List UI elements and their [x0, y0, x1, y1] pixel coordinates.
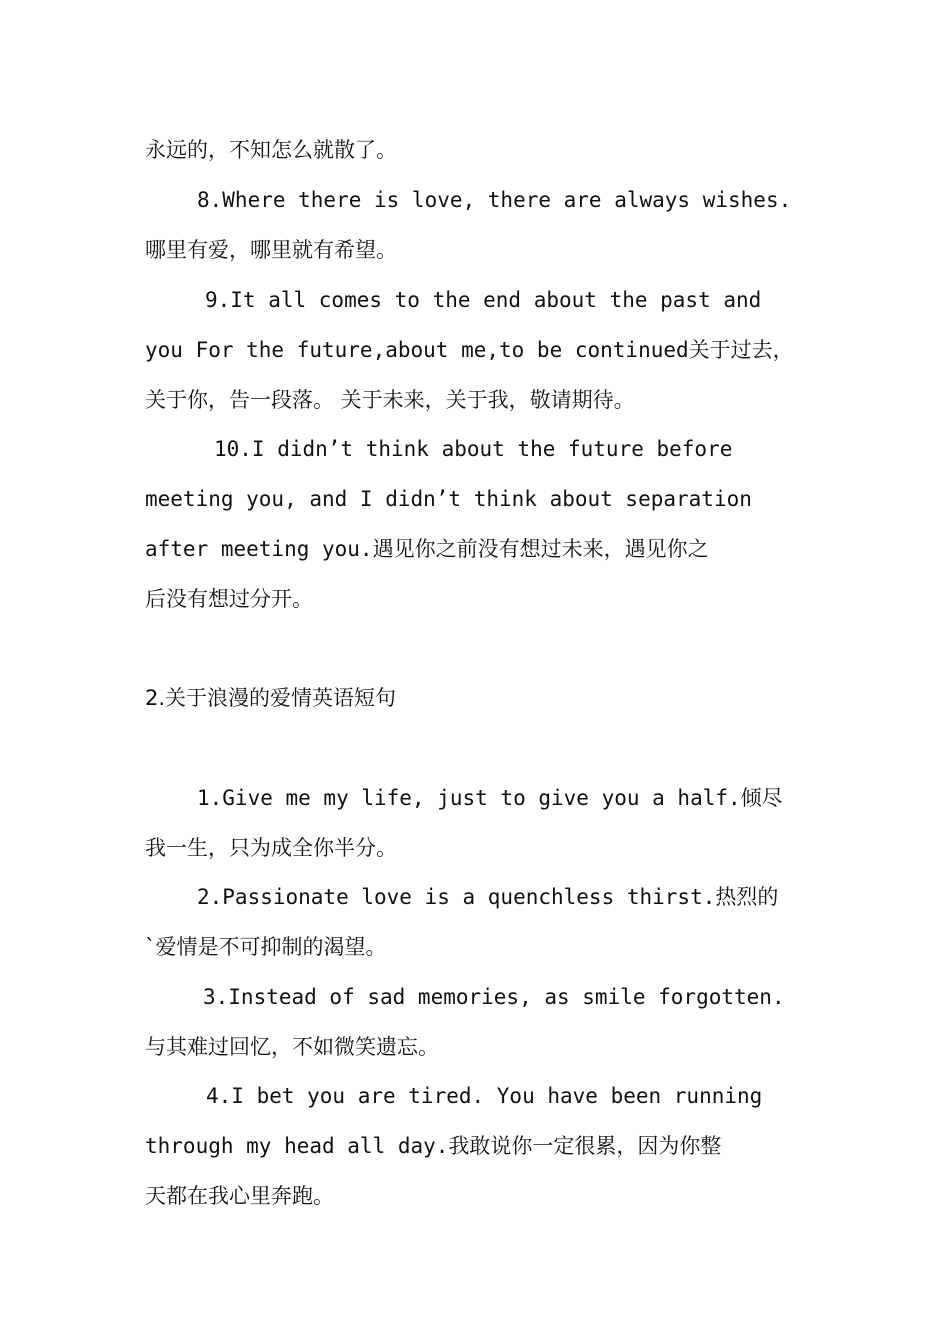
text-line: 3.Instead of sad memories, as smile forgotten. [203, 985, 785, 1009]
text-line: through my head all day.我敢说你一定很累，因为你整 [145, 1134, 722, 1158]
text-line: 9.It all comes to the end about the past and [205, 288, 762, 312]
text-line: meeting you, and I didn’t think about separation [145, 487, 752, 511]
text-line: 哪里有爱，哪里就有希望。 [145, 238, 397, 262]
text-line: 永远的，不知怎么就散了。 [145, 138, 397, 162]
text-line: 天都在我心里奔跑。 [145, 1184, 334, 1208]
section-heading: 2.关于浪漫的爱情英语短句 [145, 686, 397, 710]
text-line: 10.I didn’t think about the future before [214, 437, 733, 461]
text-line: 与其难过回忆，不如微笑遗忘。 [145, 1035, 439, 1059]
text-line: 1.Give me my life, just to give you a half.倾尽 [197, 786, 783, 810]
text-line: 4.I bet you are tired. You have been running [206, 1084, 763, 1108]
text-line: you For the future,about me,to be continued关于过去， [145, 338, 794, 362]
text-line: 后没有想过分开。 [145, 587, 313, 611]
text-line: 8.Where there is love, there are always wishes. [197, 188, 792, 212]
text-line: 2.Passionate love is a quenchless thirst.热烈的 [197, 885, 779, 909]
text-line: 关于你，告一段落。 关于未来，关于我，敬请期待。 [145, 388, 635, 412]
text-line: `爱情是不可抑制的渴望。 [145, 935, 387, 959]
text-line: after meeting you.遇见你之前没有想过未来，遇见你之 [145, 537, 709, 561]
text-line: 我一生，只为成全你半分。 [145, 836, 397, 860]
